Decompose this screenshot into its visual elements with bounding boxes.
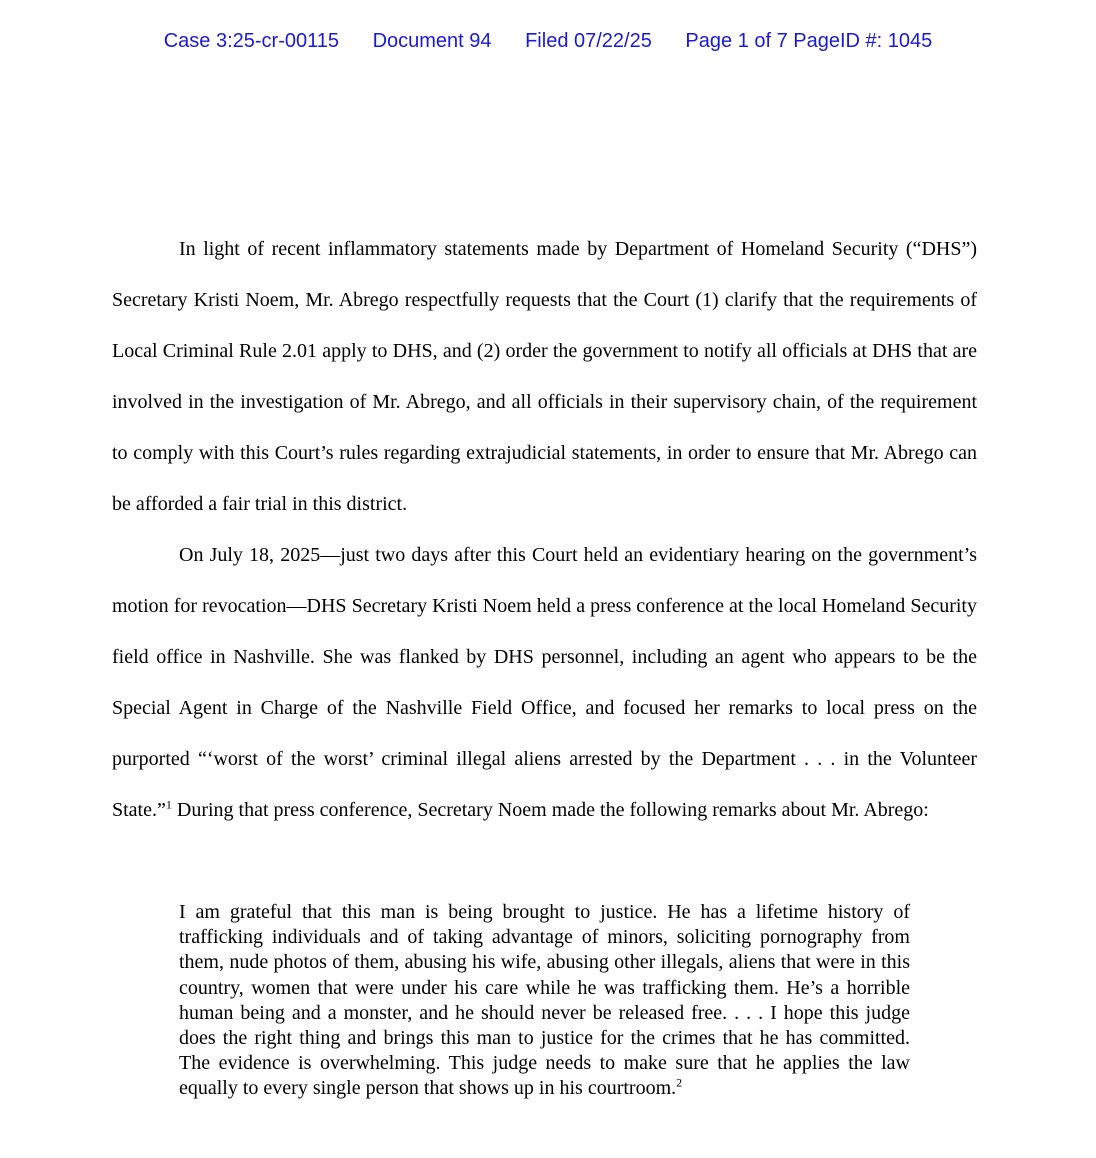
paragraph-2-text-b: During that press conference, Secretary Noem made the following remarks about Mr. Abrego:	[171, 799, 929, 821]
case-number: Case 3:25-cr-00115	[163, 30, 339, 52]
filing-header	[0, 30, 1096, 53]
page-info: Page 1 of 7 PageID #: 1045	[685, 30, 933, 52]
body-text	[112, 224, 977, 836]
filed-date: Filed 07/22/25	[525, 30, 652, 52]
quote-text: I am grateful that this man is being brought to justice. He has a lifetime history of trafficking individuals and of taking advantage of minors, soliciting pornography from them, nude photos of them, abusing his wife, abusing other illegals, aliens that were in this country, women that were under his care while he was trafficking them. He’s a horrible human being and a monster, and he should never be released free. . . . I hope this judge does the right thing and brings this man to justice for the crimes that he has committed. The evidence is overwhelming. This judge needs to make sure that he applies the law equally to every single person that shows up in his courtroom.	[179, 901, 910, 1100]
document-number: Document 94	[372, 30, 492, 52]
paragraph-1: In light of recent inflammatory statements made by Department of Homeland Security (“DHS”) Secretary Kristi Noem, Mr. Abrego respectfully requests that the Court (1) clarify that the requirements of Local Criminal Rule 2.01 apply to DHS, and (2) order the government to notify all officials at DHS that are involved in the investigation of Mr. Abrego, and all officials in their supervisory chain, of the requirement to comply with this Court’s rules regarding extrajudicial statements, in order to ensure that Mr. Abrego can be afforded a fair trial in this district.	[112, 238, 977, 515]
footnote-ref-2: 2	[676, 1075, 683, 1090]
quote-paragraph	[179, 900, 910, 1102]
footnote-ref-1: 1	[165, 797, 172, 812]
paragraph-2	[112, 530, 977, 836]
paragraph-2-text-a: On July 18, 2025—just two days after this Court held an evidentiary hearing on the government’s motion for revocation—DHS Secretary Kristi Noem held a press conference at the local Homeland Security field office in Nashville. She was flanked by DHS personnel, including an agent who appears to be the Special Agent in Charge of the Nashville Field Office, and focused her remarks to local press on the purported “‘worst of the worst’ criminal illegal aliens arrested by the Department . . . in the Volunteer State.”	[112, 544, 977, 821]
block-quote	[179, 900, 910, 1102]
